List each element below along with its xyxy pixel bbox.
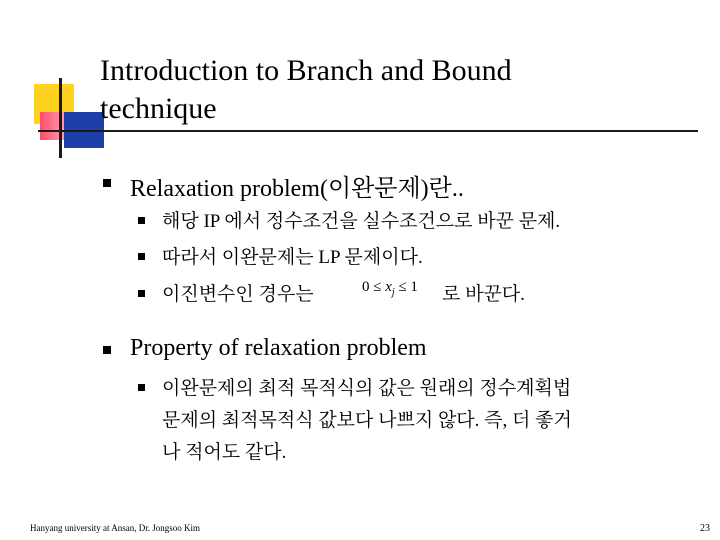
sub-bullet-binary-before: 이진변수인 경우는: [162, 284, 314, 305]
slide-title-line1: Introduction to Branch and Bound: [100, 54, 512, 87]
bullet-property: Property of relaxation problem: [130, 335, 427, 361]
sub-bullet-property-line3: 나 적어도 같다.: [162, 442, 287, 463]
bullet-relaxation: Relaxation problem(이완문제)란..: [130, 176, 464, 202]
sub-bullet-property-line2: 문제의 최적목적식 값보다 나쁘지 않다. 즉, 더 좋거: [162, 410, 572, 431]
sub-bullet-marker: [138, 384, 145, 391]
sub-bullet-lp: 따라서 이완문제는 LP 문제이다.: [162, 247, 423, 268]
bullet-marker: [103, 179, 111, 187]
slide-title: [100, 52, 660, 128]
footer-author: Hanyang university at Ansan, Dr. Jongsoo Kim: [30, 523, 200, 533]
sub-bullet-ip-definition: 해당 IP 에서 정수조건을 실수조건으로 바꾼 문제.: [162, 211, 561, 232]
logo-vertical-line: [59, 78, 62, 158]
math-variable: x: [385, 279, 392, 295]
page-number: 23: [700, 523, 710, 534]
sub-bullet-property-line1: 이완문제의 최적 목적식의 값은 원래의 정수계획법: [162, 378, 572, 399]
sub-bullet-marker: [138, 253, 145, 260]
math-left: 0 ≤: [362, 279, 386, 295]
bullet-marker: [103, 346, 111, 354]
slide-title-line2: technique: [100, 92, 217, 125]
sub-bullet-binary-after: 로 바꾼다.: [442, 284, 525, 305]
math-right: ≤ 1: [394, 279, 418, 295]
title-underline: [38, 130, 698, 132]
sub-bullet-marker: [138, 290, 145, 297]
sub-bullet-marker: [138, 217, 145, 224]
binary-variable-constraint: [362, 279, 418, 298]
math-subscript: j: [391, 287, 395, 298]
